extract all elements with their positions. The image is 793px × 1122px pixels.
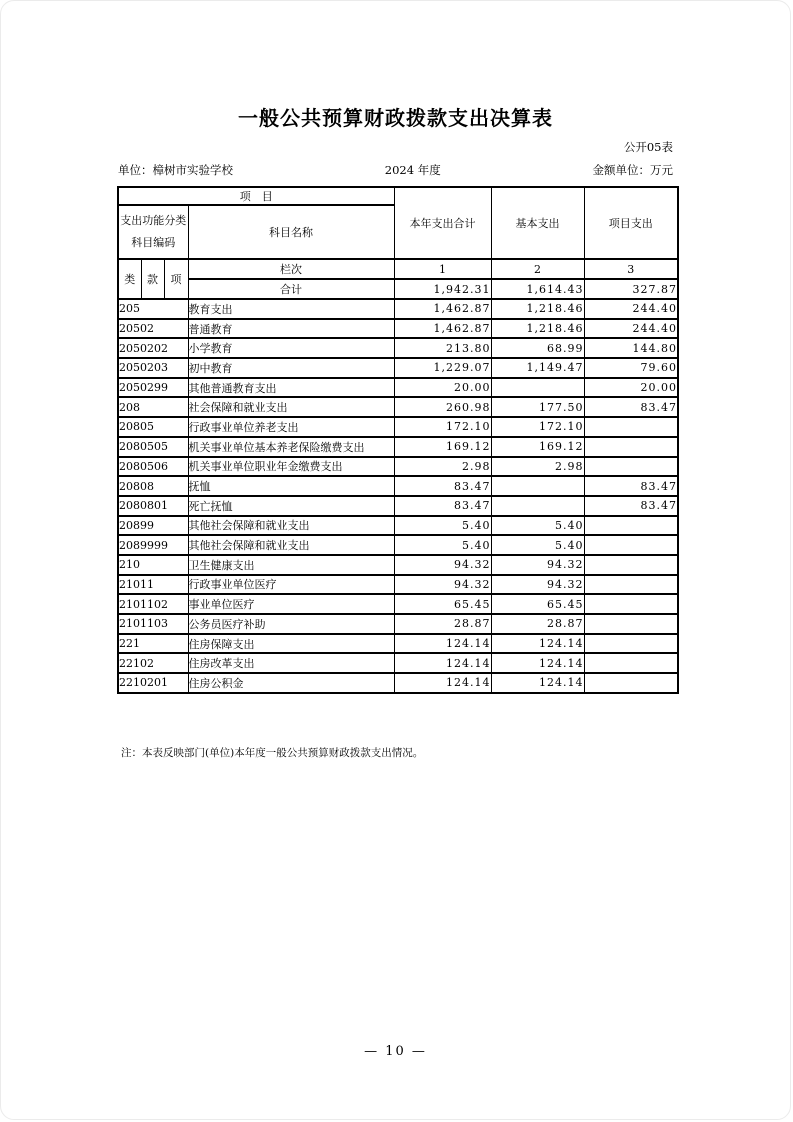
row-project-expenditure: 244.40 <box>584 299 678 319</box>
page-number: — 10 — <box>364 1044 427 1059</box>
row-basic-expenditure: 1,218.46 <box>491 299 584 319</box>
table-row <box>118 634 678 654</box>
table-row <box>118 299 678 319</box>
header-row-item <box>118 187 678 205</box>
row-total-expenditure: 1,229.07 <box>394 358 491 378</box>
public-table-number: 公开05表 <box>623 140 673 154</box>
table-row <box>118 516 678 536</box>
lanci-label: 栏次 <box>188 259 394 279</box>
table-row <box>118 319 678 339</box>
row-basic-expenditure: 5.40 <box>491 516 584 536</box>
header-code-label: 支出功能分类科目编码 <box>118 205 188 259</box>
row-basic-expenditure: 94.32 <box>491 555 584 575</box>
table-row <box>118 358 678 378</box>
row-project-expenditure <box>584 535 678 555</box>
row-subject-name: 其他普通教育支出 <box>188 378 394 398</box>
row-subject-name: 普通教育 <box>188 319 394 339</box>
table-row <box>118 476 678 496</box>
row-code: 20899 <box>118 516 188 536</box>
row-subject-name: 初中教育 <box>188 358 394 378</box>
row-basic-expenditure: 169.12 <box>491 437 584 457</box>
row-basic-expenditure <box>491 496 584 516</box>
row-total-expenditure: 94.32 <box>394 575 491 595</box>
row-subject-name: 住房公积金 <box>188 673 394 693</box>
row-basic-expenditure <box>491 476 584 496</box>
row-project-expenditure <box>584 457 678 477</box>
row-code: 22102 <box>118 653 188 673</box>
row-subject-name: 社会保障和就业支出 <box>188 397 394 417</box>
table-row <box>118 338 678 358</box>
header-row-lanci <box>118 259 678 279</box>
row-total-expenditure: 124.14 <box>394 653 491 673</box>
row-subject-name: 其他社会保障和就业支出 <box>188 516 394 536</box>
row-basic-expenditure <box>491 378 584 398</box>
row-basic-expenditure: 94.32 <box>491 575 584 595</box>
lanci-number-1: 1 <box>394 259 491 279</box>
row-code: 205 <box>118 299 188 319</box>
table-note: 注：本表反映部门(单位)本年度一般公共预算财政拨款支出情况。 <box>121 747 424 759</box>
row-project-expenditure <box>584 575 678 595</box>
table-row <box>118 653 678 673</box>
row-total-expenditure: 65.45 <box>394 594 491 614</box>
header-col-project: 项目支出 <box>584 187 678 259</box>
table-row <box>118 594 678 614</box>
row-subject-name: 机关事业单位基本养老保险缴费支出 <box>188 437 394 457</box>
row-subject-name: 教育支出 <box>188 299 394 319</box>
row-basic-expenditure: 124.14 <box>491 634 584 654</box>
grand-total-amount: 1,942.31 <box>394 279 491 299</box>
header-code-kuan: 款 <box>141 259 164 299</box>
row-subject-name: 小学教育 <box>188 338 394 358</box>
row-basic-expenditure: 65.45 <box>491 594 584 614</box>
row-code: 221 <box>118 634 188 654</box>
row-basic-expenditure: 68.99 <box>491 338 584 358</box>
row-subject-name: 住房改革支出 <box>188 653 394 673</box>
header-code-lei: 类 <box>118 259 141 299</box>
row-project-expenditure <box>584 673 678 693</box>
row-subject-name: 行政事业单位养老支出 <box>188 417 394 437</box>
lanci-number-2: 2 <box>491 259 584 279</box>
row-code: 21011 <box>118 575 188 595</box>
table-row <box>118 555 678 575</box>
row-code: 2050203 <box>118 358 188 378</box>
row-basic-expenditure: 177.50 <box>491 397 584 417</box>
unit-label: 单位：樟树市实验学校 <box>118 163 233 177</box>
table-row <box>118 575 678 595</box>
row-project-expenditure: 83.47 <box>584 397 678 417</box>
row-code: 2101102 <box>118 594 188 614</box>
row-subject-name: 行政事业单位医疗 <box>188 575 394 595</box>
table-row <box>118 417 678 437</box>
row-total-expenditure: 169.12 <box>394 437 491 457</box>
table-row <box>118 535 678 555</box>
amount-unit-label: 金额单位：万元 <box>592 163 673 177</box>
row-subject-name: 公务员医疗补助 <box>188 614 394 634</box>
header-subject-name: 科目名称 <box>188 205 394 259</box>
lanci-number-3: 3 <box>584 259 678 279</box>
row-subject-name: 死亡抚恤 <box>188 496 394 516</box>
row-code: 2101103 <box>118 614 188 634</box>
row-total-expenditure: 83.47 <box>394 496 491 516</box>
table-row <box>118 457 678 477</box>
row-subject-name: 机关事业单位职业年金缴费支出 <box>188 457 394 477</box>
row-basic-expenditure: 1,218.46 <box>491 319 584 339</box>
row-total-expenditure: 124.14 <box>394 673 491 693</box>
row-code: 20808 <box>118 476 188 496</box>
row-total-expenditure: 124.14 <box>394 634 491 654</box>
row-total-expenditure: 1,462.87 <box>394 299 491 319</box>
row-basic-expenditure: 2.98 <box>491 457 584 477</box>
row-code: 2080506 <box>118 457 188 477</box>
table-row <box>118 437 678 457</box>
table-row <box>118 378 678 398</box>
header-col-total: 本年支出合计 <box>394 187 491 259</box>
row-total-expenditure: 94.32 <box>394 555 491 575</box>
row-project-expenditure: 83.47 <box>584 476 678 496</box>
row-total-expenditure: 172.10 <box>394 417 491 437</box>
row-total-expenditure: 83.47 <box>394 476 491 496</box>
row-project-expenditure <box>584 634 678 654</box>
row-basic-expenditure: 124.14 <box>491 673 584 693</box>
row-code: 20502 <box>118 319 188 339</box>
header-col-basic: 基本支出 <box>491 187 584 259</box>
row-subject-name: 事业单位医疗 <box>188 594 394 614</box>
row-project-expenditure <box>584 437 678 457</box>
row-total-expenditure: 260.98 <box>394 397 491 417</box>
table-row <box>118 614 678 634</box>
row-basic-expenditure: 28.87 <box>491 614 584 634</box>
row-subject-name: 住房保障支出 <box>188 634 394 654</box>
row-project-expenditure: 20.00 <box>584 378 678 398</box>
table-row <box>118 673 678 693</box>
grand-total-label: 合计 <box>188 279 394 299</box>
row-total-expenditure: 20.00 <box>394 378 491 398</box>
row-project-expenditure: 244.40 <box>584 319 678 339</box>
row-project-expenditure <box>584 417 678 437</box>
row-project-expenditure <box>584 653 678 673</box>
row-total-expenditure: 2.98 <box>394 457 491 477</box>
grand-total-row <box>118 279 678 299</box>
row-code: 2080801 <box>118 496 188 516</box>
row-project-expenditure <box>584 614 678 634</box>
row-total-expenditure: 5.40 <box>394 516 491 536</box>
row-total-expenditure: 28.87 <box>394 614 491 634</box>
row-project-expenditure <box>584 594 678 614</box>
row-code: 208 <box>118 397 188 417</box>
row-total-expenditure: 5.40 <box>394 535 491 555</box>
table-row <box>118 496 678 516</box>
row-basic-expenditure: 5.40 <box>491 535 584 555</box>
header-item-group: 项 目 <box>118 187 394 205</box>
table-meta-row <box>118 162 673 178</box>
row-project-expenditure: 79.60 <box>584 358 678 378</box>
budget-table-body <box>118 299 678 693</box>
row-project-expenditure: 83.47 <box>584 496 678 516</box>
grand-total-project: 327.87 <box>584 279 678 299</box>
row-subject-name: 其他社会保障和就业支出 <box>188 535 394 555</box>
row-code: 2080505 <box>118 437 188 457</box>
row-subject-name: 卫生健康支出 <box>188 555 394 575</box>
header-code-xiang: 项 <box>164 259 188 299</box>
budget-expenditure-table <box>117 186 679 694</box>
row-basic-expenditure: 124.14 <box>491 653 584 673</box>
table-row <box>118 397 678 417</box>
row-code: 2050299 <box>118 378 188 398</box>
row-subject-name: 抚恤 <box>188 476 394 496</box>
row-code: 2050202 <box>118 338 188 358</box>
row-basic-expenditure: 1,149.47 <box>491 358 584 378</box>
page-title: 一般公共预算财政拨款支出决算表 <box>238 106 553 130</box>
row-project-expenditure <box>584 555 678 575</box>
row-total-expenditure: 1,462.87 <box>394 319 491 339</box>
row-project-expenditure: 144.80 <box>584 338 678 358</box>
row-basic-expenditure: 172.10 <box>491 417 584 437</box>
row-code: 2210201 <box>118 673 188 693</box>
fiscal-year-label: 2024 年度 <box>384 163 441 177</box>
row-code: 20805 <box>118 417 188 437</box>
row-code: 2089999 <box>118 535 188 555</box>
row-total-expenditure: 213.80 <box>394 338 491 358</box>
row-code: 210 <box>118 555 188 575</box>
grand-total-basic: 1,614.43 <box>491 279 584 299</box>
row-project-expenditure <box>584 516 678 536</box>
